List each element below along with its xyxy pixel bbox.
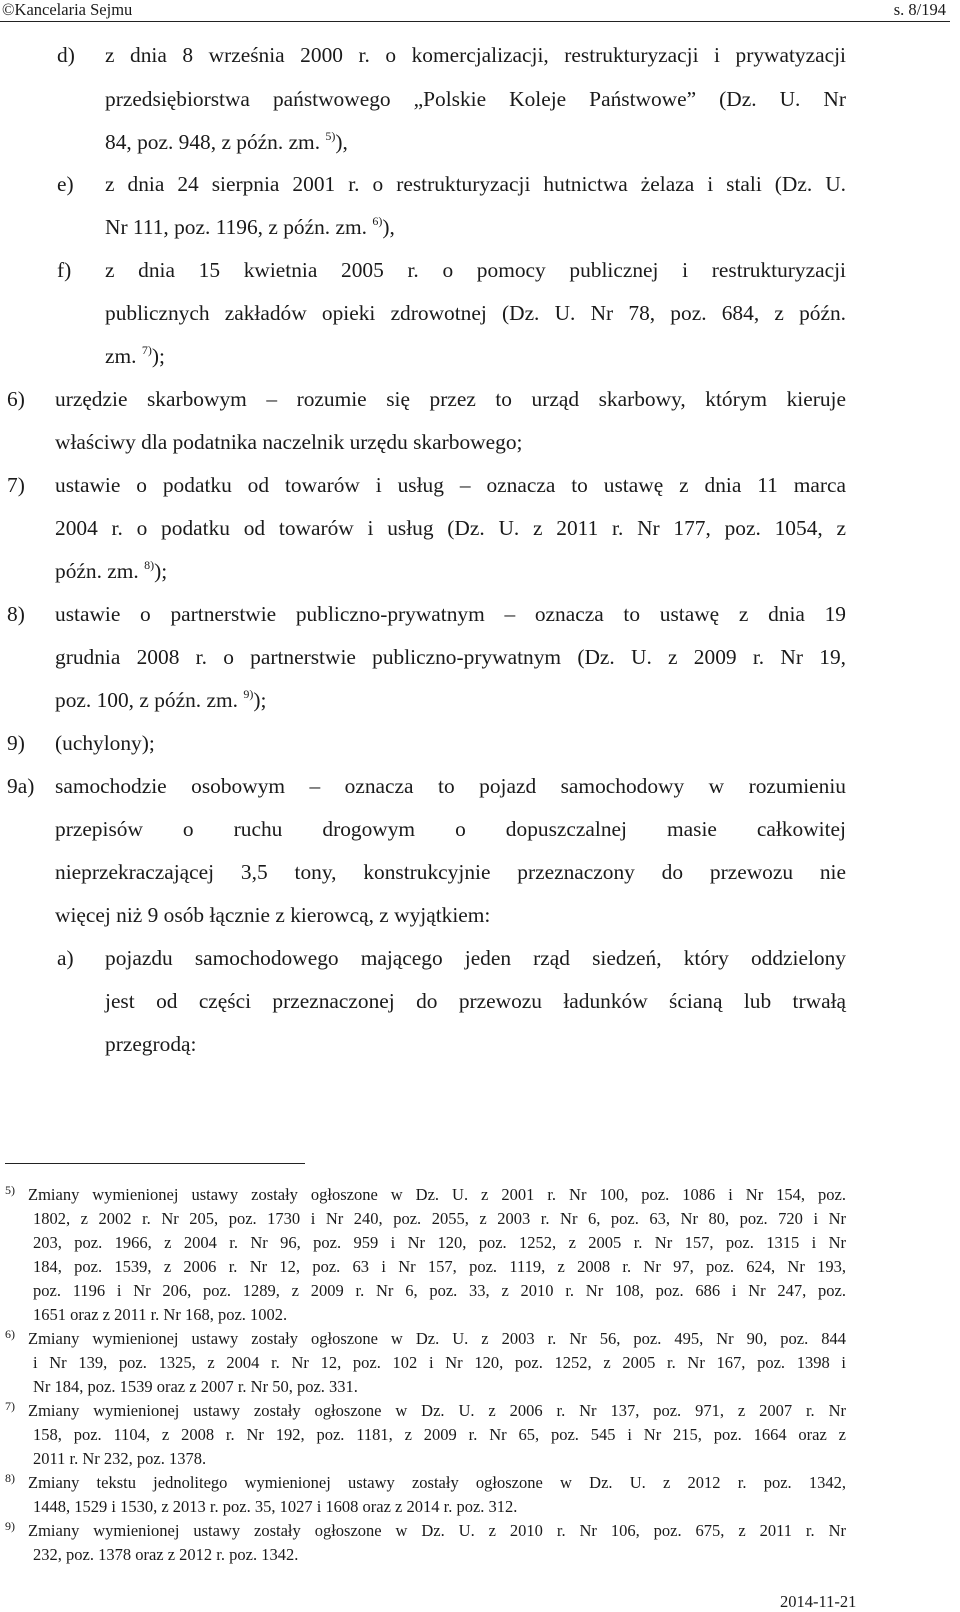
footnote-line: 2011 r. Nr 232, poz. 1378.	[33, 1449, 207, 1468]
item-line-last: 84, poz. 948, z późn. zm. $^{5)}$),	[105, 129, 348, 154]
footnote-mark: 9)	[5, 1519, 15, 1533]
footnote-ref[interactable]: 6)	[372, 214, 383, 228]
item-line: samochodzie osobowym – oznacza to pojazd samochodowy w rozumieniu	[55, 774, 846, 798]
footnote-line: 158, poz. 1104, z 2008 r. Nr 192, poz. 1181, z 2009 r. Nr 65, poz. 545 i Nr 215, poz. 1664 oraz z	[33, 1425, 846, 1444]
footnote-mark: 6)	[5, 1327, 15, 1341]
footnote-line: i Nr 139, poz. 1325, z 2004 r. Nr 12, poz. 102 i Nr 120, poz. 1252, z 2005 r. Nr 167, poz. 1398 i	[33, 1353, 846, 1372]
footnote-line: 1448, 1529 i 1530, z 2013 r. poz. 35, 1027 i 1608 oraz z 2014 r. poz. 312.	[33, 1497, 518, 1516]
item-label: e)	[57, 172, 74, 196]
footnote-line: Zmiany wymienionej ustawy zostały ogłoszone w Dz. U. z 2003 r. Nr 56, poz. 495, Nr 90, poz. 844	[28, 1329, 846, 1348]
header-divider	[0, 21, 950, 22]
item-line: właściwy dla podatnika naczelnik urzędu skarbowego;	[55, 430, 523, 454]
footnote-line: 184, poz. 1539, z 2006 r. Nr 12, poz. 63 i Nr 157, poz. 1119, z 2008 r. Nr 97, poz. 624, Nr 193,	[33, 1257, 846, 1276]
document-date: 2014-11-21	[780, 1592, 857, 1611]
item-line: ustawie o podatku od towarów i usług – oznacza to ustawę z dnia 11 marca	[55, 473, 846, 497]
item-line-last: późn. zm. $^{8)}$);	[55, 558, 168, 583]
item-line-last: zm. $^{7)}$);	[105, 343, 165, 368]
item-line: grudnia 2008 r. o partnerstwie publiczno-prywatnym (Dz. U. z 2009 r. Nr 19,	[55, 645, 846, 669]
item-line: pojazdu samochodowego mającego jeden rząd siedzeń, który oddzielony	[105, 946, 846, 970]
publisher-label: ©Kancelaria Sejmu	[2, 0, 133, 19]
item-line: nieprzekraczającej 3,5 tony, konstrukcyjnie przeznaczony do przewozu nie	[55, 860, 846, 884]
footnote-mark: 7)	[5, 1399, 15, 1413]
footnote-line: 1651 oraz z 2011 r. Nr 168, poz. 1002.	[33, 1305, 288, 1324]
footnote-mark: 8)	[5, 1471, 15, 1485]
item-label: 7)	[7, 473, 25, 497]
item-line: urzędzie skarbowym – rozumie się przez to urząd skarbowy, którym kieruje	[55, 387, 846, 411]
item-line: publicznych zakładów opieki zdrowotnej (Dz. U. Nr 78, poz. 684, z późn.	[105, 301, 846, 325]
footnote-line: poz. 1196 i Nr 206, poz. 1289, z 2009 r. Nr 6, poz. 33, z 2010 r. Nr 108, poz. 686 i Nr 247, poz.	[33, 1281, 846, 1300]
item-line: przegrodą:	[105, 1032, 197, 1056]
footnote-ref[interactable]: 8)	[144, 558, 155, 572]
footnote-ref[interactable]: 9)	[243, 687, 254, 701]
item-line: 2004 r. o podatku od towarów i usług (Dz. U. z 2011 r. Nr 177, poz. 1054, z	[55, 516, 846, 540]
item-line-last: Nr 111, poz. 1196, z późn. zm. $^{6)}$),	[105, 214, 395, 239]
footnote-divider	[5, 1163, 305, 1164]
footnote-ref[interactable]: 5)	[325, 129, 336, 143]
footnote-line: Zmiany wymienionej ustawy zostały ogłoszone w Dz. U. z 2001 r. Nr 100, poz. 1086 i Nr 154, poz.	[28, 1185, 846, 1204]
item-line: przedsiębiorstwa państwowego „Polskie Koleje Państwowe” (Dz. U. Nr	[105, 87, 846, 111]
footnote-ref[interactable]: 7)	[141, 343, 152, 357]
item-label: d)	[57, 43, 75, 67]
item-line: z dnia 15 kwietnia 2005 r. o pomocy publicznej i restrukturyzacji	[105, 258, 846, 282]
item-line-last: poz. 100, z późn. zm. $^{9)}$);	[55, 687, 267, 712]
footnote-line: Zmiany wymienionej ustawy zostały ogłoszone w Dz. U. z 2006 r. Nr 137, poz. 971, z 2007 r. Nr	[28, 1401, 846, 1420]
item-line: więcej niż 9 osób łącznie z kierowcą, z wyjątkiem:	[55, 903, 491, 927]
footnote-mark: 5)	[5, 1183, 15, 1197]
item-label: f)	[57, 258, 72, 282]
footnote-line: 232, poz. 1378 oraz z 2012 r. poz. 1342.	[33, 1545, 299, 1564]
item-line: z dnia 8 września 2000 r. o komercjalizacji, restrukturyzacji i prywatyzacji	[105, 43, 846, 67]
item-line: z dnia 24 sierpnia 2001 r. o restrukturyzacji hutnictwa żelaza i stali (Dz. U.	[105, 172, 846, 196]
page-number: s. 8/194	[893, 0, 946, 19]
item-label: 9)	[7, 731, 25, 755]
item-line: jest od części przeznaczonej do przewozu ładunków ścianą lub trwałą	[105, 989, 846, 1013]
footnote-line: 1802, z 2002 r. Nr 205, poz. 1730 i Nr 240, poz. 2055, z 2003 r. Nr 6, poz. 63, Nr 80, poz. 720 i Nr	[33, 1209, 846, 1228]
footnote-line: Zmiany tekstu jednolitego wymienionej ustawy zostały ogłoszone w Dz. U. z 2012 r. poz. 1342,	[28, 1473, 846, 1492]
item-line: przepisów o ruchu drogowym o dopuszczalnej masie całkowitej	[55, 817, 846, 841]
footnote-line: 203, poz. 1966, z 2004 r. Nr 96, poz. 959 i Nr 120, poz. 1252, z 2005 r. Nr 157, poz. 1315 i Nr	[33, 1233, 846, 1252]
footnote-line: Zmiany wymienionej ustawy zostały ogłoszone w Dz. U. z 2010 r. Nr 106, poz. 675, z 2011 r. Nr	[28, 1521, 846, 1540]
footnote-line: Nr 184, poz. 1539 oraz z 2007 r. Nr 50, poz. 331.	[33, 1377, 358, 1396]
item-line: (uchylony);	[55, 731, 155, 755]
item-label: 9a)	[7, 774, 35, 798]
item-line: ustawie o partnerstwie publiczno-prywatnym – oznacza to ustawę z dnia 19	[55, 602, 846, 626]
item-label: a)	[57, 946, 74, 970]
item-label: 8)	[7, 602, 25, 626]
item-label: 6)	[7, 387, 25, 411]
